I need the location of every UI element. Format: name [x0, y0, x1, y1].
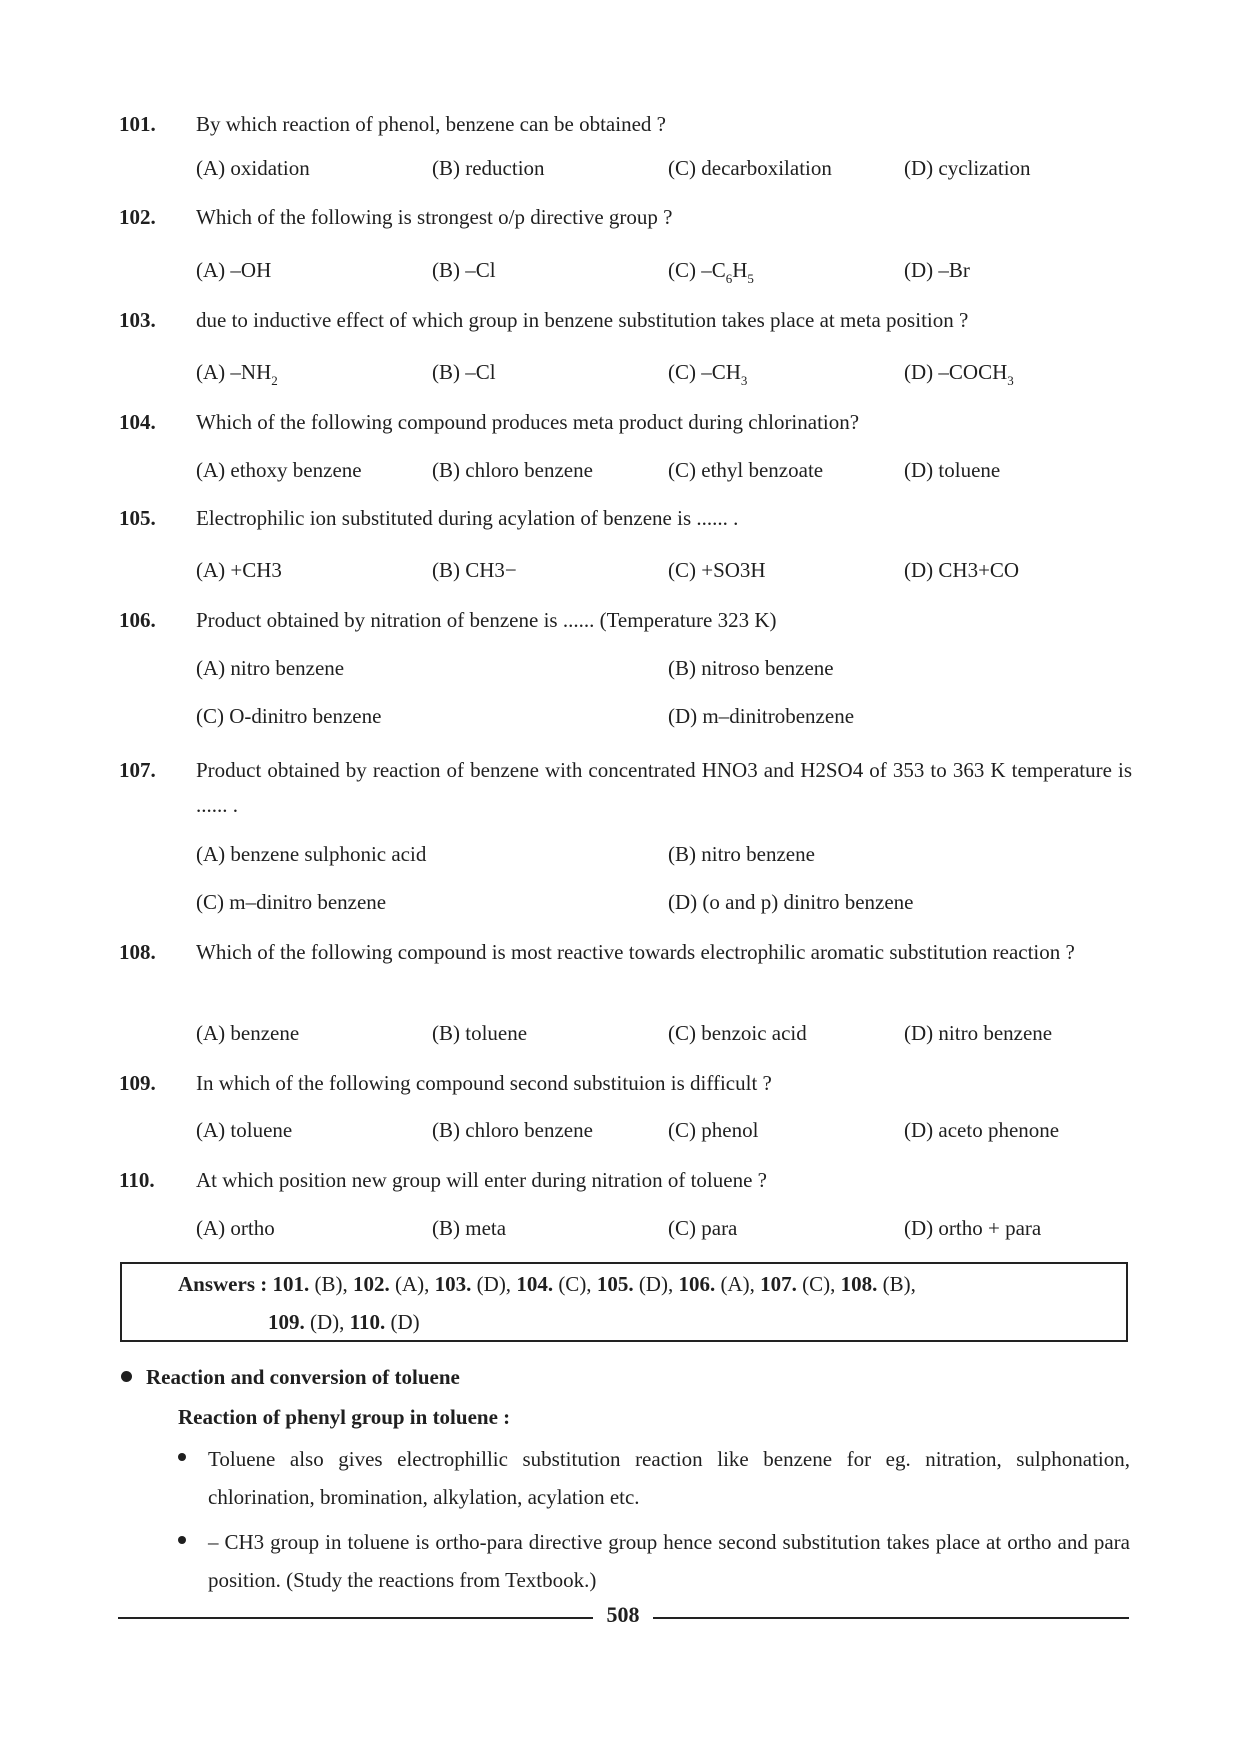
question-text: Electrophilic ion substituted during acylation of benzene is ...... .: [196, 506, 739, 530]
option-c: (C) O-dinitro benzene: [196, 704, 382, 728]
question-number: 104.: [119, 410, 156, 434]
bullet-icon: [178, 1453, 186, 1461]
option-c: (C) $-CH_3$: [668, 360, 748, 388]
option-c: (C) $-C_6H_5$: [668, 258, 754, 286]
option-a: (A) +CH3: [196, 558, 282, 582]
page-number: 508: [606, 1602, 640, 1627]
section-title: Reaction and conversion of toluene: [121, 1365, 460, 1390]
option-a: (A) benzene: [196, 1021, 300, 1045]
option-b: (B) –Cl: [432, 360, 496, 384]
option-c: (C) decarboxilation: [668, 156, 832, 180]
answers-label: Answers :: [178, 1272, 268, 1296]
option-c: (C) m–dinitro benzene: [196, 890, 387, 914]
question-number: 106.: [119, 608, 156, 632]
option-a: (A) ethoxy benzene: [196, 458, 362, 482]
option-a: (A) benzene sulphonic acid: [196, 842, 427, 866]
option-d: (D) $-COCH_3$: [904, 360, 1014, 388]
question-number: 101.: [119, 112, 156, 136]
option-d: (D) nitro benzene: [904, 1021, 1053, 1045]
option-b: (B) chloro benzene: [432, 1118, 593, 1142]
option-c: (C) ethyl benzoate: [668, 458, 824, 482]
question-text: In which of the following compound second substituion is difficult ?: [196, 1071, 772, 1095]
question-number: 105.: [119, 506, 156, 530]
option-c: (C) para: [668, 1216, 738, 1240]
option-d: (D) toluene: [904, 458, 1001, 482]
question-text: Which of the following compound produces meta product during chlorination?: [196, 410, 860, 434]
bullet-text: Toluene also gives electrophillic substitution reaction like benzene for eg. nitration, sulphonation, chlorination, bromination, alkylation, acylation etc.: [208, 1447, 1130, 1509]
question-number: 107.: [119, 758, 156, 782]
option-c: (C) +SO3H: [668, 558, 766, 582]
option-b: (B) reduction: [432, 156, 545, 180]
question-text: Product obtained by reaction of benzene with concentrated HNO3 and H2SO4 of 353 to 363 K temperature is ...... .: [196, 758, 1132, 817]
option-b: (B) chloro benzene: [432, 458, 593, 482]
option-a: (A) $-NH_2$: [196, 360, 278, 388]
option-d: (D) aceto phenone: [904, 1118, 1060, 1142]
question-text: By which reaction of phenol, benzene can be obtained ?: [196, 112, 666, 136]
question-number: 110.: [119, 1168, 155, 1192]
question-number: 102.: [119, 205, 156, 229]
bullet-text: – CH3 group in toluene is ortho-para directive group hence second substitution takes place at ortho and para position. (Study the reactions from Textbook.): [208, 1530, 1130, 1592]
answer-key-box: [120, 1262, 1128, 1342]
footer-rule-left: [118, 1617, 593, 1619]
bullet-icon: [121, 1371, 132, 1382]
option-a: (A) oxidation: [196, 156, 310, 180]
question-text: Product obtained by nitration of benzene is ...... (Temperature 323 K): [196, 608, 777, 632]
option-a: (A) toluene: [196, 1118, 293, 1142]
option-d: (D) (o and p) dinitro benzene: [668, 890, 914, 914]
option-d: (D) CH3+CO: [904, 558, 1020, 582]
subheading: Reaction of phenyl group in toluene :: [178, 1405, 511, 1429]
option-b: (B) meta: [432, 1216, 507, 1240]
option-b: (B) toluene: [432, 1021, 528, 1045]
option-c: (C) phenol: [668, 1118, 759, 1142]
question-text: Which of the following compound is most reactive towards electrophilic aromatic substitution reaction ?: [196, 940, 1075, 964]
option-b: (B) –Cl: [432, 258, 496, 282]
option-b: (B) nitroso benzene: [668, 656, 834, 680]
option-d: (D) m–dinitrobenzene: [668, 704, 855, 728]
option-a: (A) ortho: [196, 1216, 275, 1240]
option-b: (B) nitro benzene: [668, 842, 815, 866]
question-number: 109.: [119, 1071, 156, 1095]
option-a: (A) nitro benzene: [196, 656, 345, 680]
bullet-icon: [178, 1536, 186, 1544]
answer-key-line-1: Answers : 101. (B), 102. (A), 103. (D), 104. (C), 105. (D), 106. (A), 107. (C), 108. (B),: [178, 1272, 916, 1296]
option-a: (A) –OH: [196, 258, 272, 282]
option-c: (C) benzoic acid: [668, 1021, 807, 1045]
option-d: (D) ortho + para: [904, 1216, 1042, 1240]
question-text: Which of the following is strongest o/p directive group ?: [196, 205, 673, 229]
option-b: (B) CH3−: [432, 558, 517, 582]
question-text: due to inductive effect of which group in benzene substitution takes place at meta position ?: [196, 308, 969, 332]
question-number: 103.: [119, 308, 156, 332]
option-d: (D) cyclization: [904, 156, 1031, 180]
answer-key-line-2: 109. (D), 110. (D): [268, 1310, 420, 1334]
question-text: At which position new group will enter during nitration of toluene ?: [196, 1168, 767, 1192]
option-d: (D) –Br: [904, 258, 970, 282]
question-number: 108.: [119, 940, 156, 964]
footer-rule-right: [653, 1617, 1129, 1619]
